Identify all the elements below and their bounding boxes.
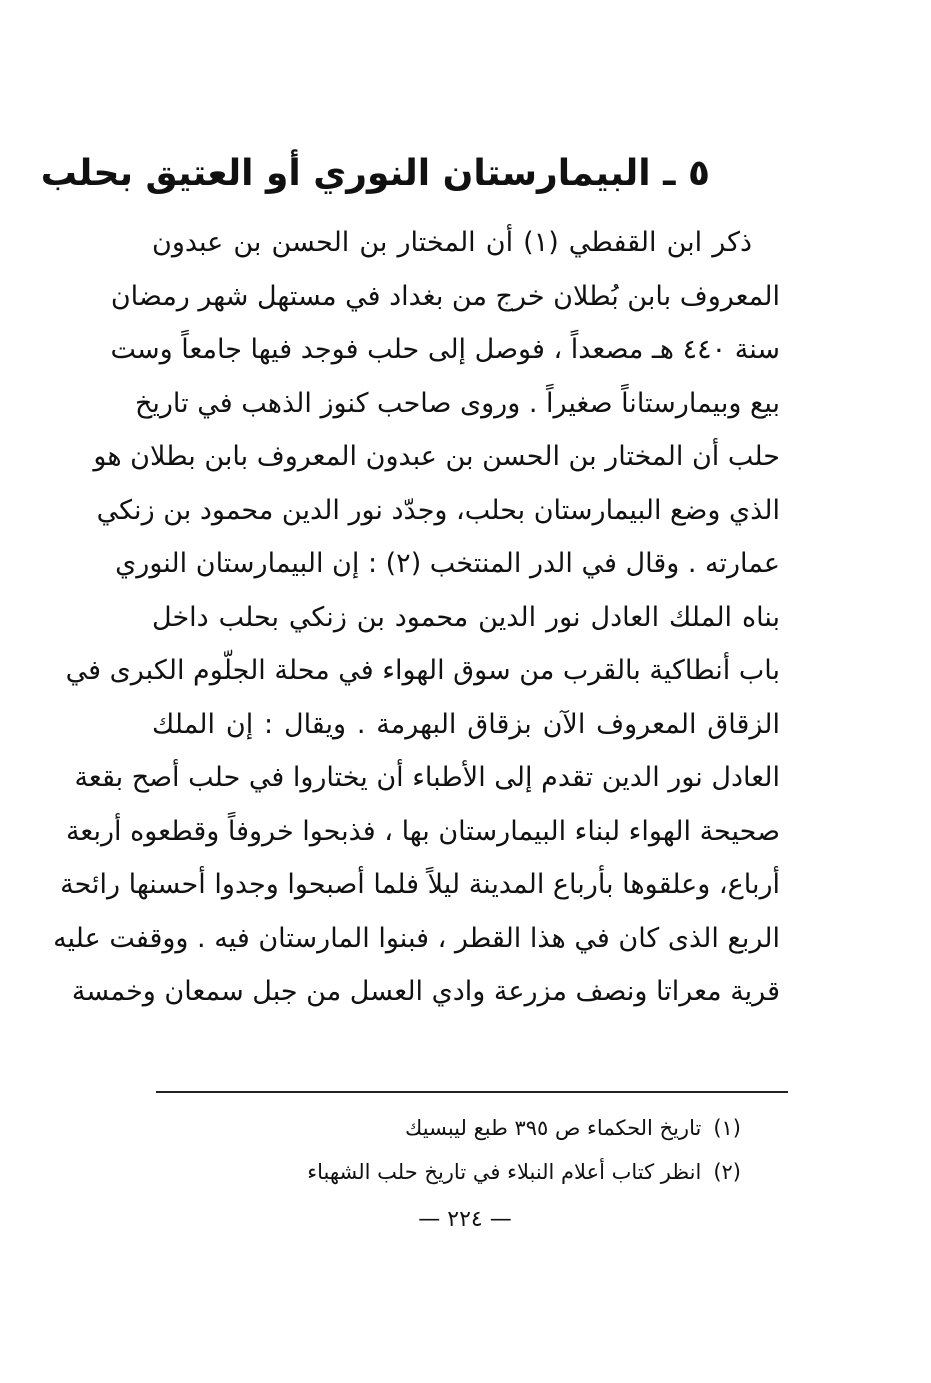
body-line: صحيحة الهواء لبناء البيمارستان بها ، فذبحوا خروفاً وقطعوه أربعة bbox=[65, 815, 780, 847]
footnote-1 bbox=[156, 1106, 741, 1150]
body-line: العادل نور الدين تقدم إلى الأطباء أن يختاروا في حلب أصح بقعة bbox=[74, 762, 780, 793]
footnote-number: (١) bbox=[713, 1116, 741, 1140]
body-line: المعروف بابن بُطلان خرج من بغداد في مستهل شهر رمضان bbox=[110, 280, 780, 312]
footnote-divider bbox=[156, 1091, 788, 1093]
body-line: حلب أن المختار بن الحسن بن عبدون المعروف بابن بطلان هو bbox=[93, 441, 780, 472]
body-line: عمارته . وقال في الدر المنتخب (٢) : إن البيمارستان النوري bbox=[115, 548, 780, 579]
body-line: بناه الملك العادل نور الدين محمود بن زنكي بحلب داخل bbox=[152, 601, 780, 633]
body-line: بيع وبيمارستاناً صغيراً . وروى صاحب كنوز الذهب في تاريخ bbox=[134, 387, 780, 419]
body-line: قرية معراتا ونصف مزرعة وادي العسل من جبل سمعان وخمسة bbox=[71, 976, 780, 1007]
body-line: أرباع، وعلقوها بأرباع المدينة ليلاً فلما أصبحوا وجدوا أحسنها رائحة bbox=[60, 869, 780, 900]
body-line: الربع الذى كان في هذا القطر ، فبنوا المارستان فيه . ووقفت عليه bbox=[53, 922, 780, 954]
body-line: الذي وضع البيمارستان بحلب، وجدّد نور الدين محمود بن زنكي bbox=[96, 494, 780, 526]
footnote-2 bbox=[156, 1150, 741, 1194]
footnote-text: انظر كتاب أعلام النبلاء في تاريخ حلب الشهباء bbox=[307, 1160, 702, 1184]
body-line: باب أنطاكية بالقرب من سوق الهواء في محلة الجلّوم الكبرى في bbox=[65, 655, 780, 686]
body-line: سنة ٤٤٠ هـ مصعداً ، فوصل إلى حلب فوجد فيها جامعاً وست bbox=[110, 334, 780, 365]
section-title: ٥ ـ البيمارستان النوري أو العتيق بحلب bbox=[40, 153, 710, 194]
footnote-number: (٢) bbox=[713, 1160, 741, 1184]
footnotes bbox=[156, 1106, 741, 1194]
body-text bbox=[53, 216, 780, 1019]
body-line: الزقاق المعروف الآن بزقاق البهرمة . ويقال : إن الملك bbox=[152, 708, 780, 740]
body-line: ذكر ابن القفطي (١) أن المختار بن الحسن بن عبدون bbox=[152, 227, 752, 258]
footnote-text: تاريخ الحكماء ص ٣٩٥ طبع ليبسيك bbox=[405, 1116, 702, 1140]
page-number: — ٢٢٤ — bbox=[418, 1207, 512, 1232]
